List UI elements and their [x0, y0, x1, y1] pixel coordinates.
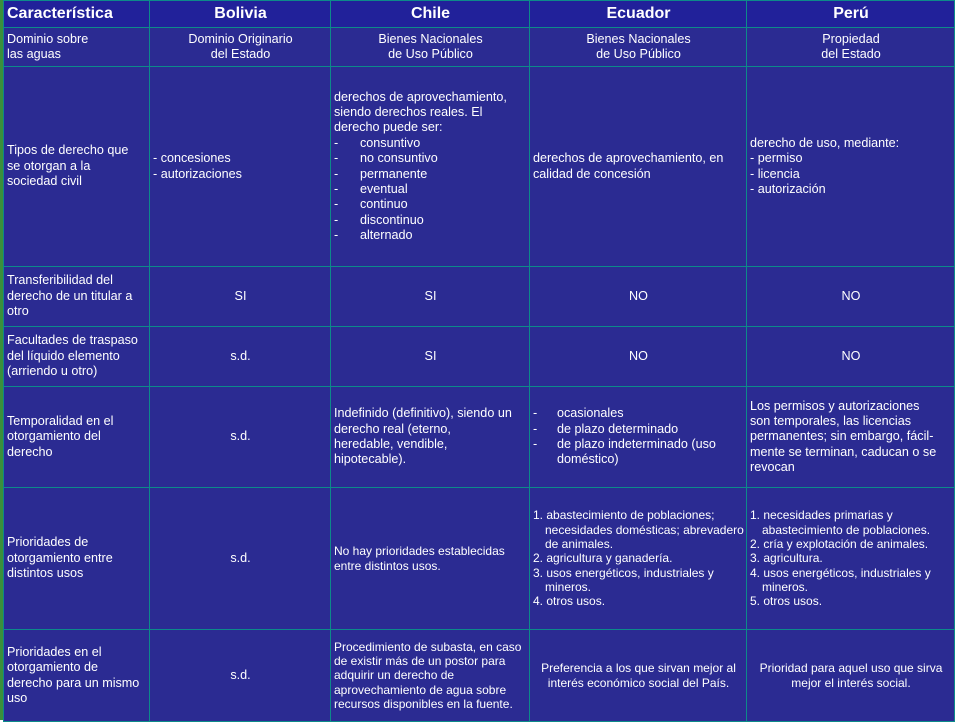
cell-bolivia-tipos: - concesiones - autorizaciones: [150, 67, 331, 267]
cell-ecuador-facultades: NO: [530, 327, 747, 387]
cell-peru-prioridades-mismo: Prioridad para aquel uso que sirva mejor el interés social.: [747, 630, 955, 722]
list-item: - de plazo determinado: [533, 421, 679, 436]
cell-peru-facultades: NO: [747, 327, 955, 387]
list-item: 1. abastecimiento de poblaciones; necesidades domésticas; abrevadero de animales.: [533, 508, 744, 551]
cell-bolivia-temporalidad: s.d.: [150, 387, 331, 488]
cell-bolivia-transferibilidad: SI: [150, 267, 331, 327]
list-item: - de plazo indeterminado (uso doméstico): [533, 437, 716, 467]
cell-label-temporalidad: Temporalidad en el otorgamiento del derecho: [4, 387, 150, 488]
cell-chile-facultades: SI: [331, 327, 530, 387]
cell-peru-temporalidad: Los permisos y autorizaciones son temporales, las licencias permanentes; sin embargo, fácil- mente se terminan, caducan o se revocan: [747, 387, 955, 488]
cell-label-facultades: Facultades de traspaso del líquido elemento (arriendo u otro): [4, 327, 150, 387]
list-item: - continuo: [334, 197, 408, 212]
table-row-transferibilidad: [4, 267, 955, 327]
cell-chile-tipos: derechos de aprovechamiento, siendo derechos reales. El derecho puede ser: - consuntivo - no consuntivo - permanente - eventual - continuo - discontinuo - alternado: [331, 67, 530, 267]
cell-bolivia-prioridades-distintos: s.d.: [150, 488, 331, 630]
cell-label-prioridades-distintos: Prioridades de otorgamiento entre distintos usos: [4, 488, 150, 630]
cell-label-transferibilidad: Transferibilidad del derecho de un titular a otro: [4, 267, 150, 327]
cell-label-dominio: Dominio sobre las aguas: [4, 28, 150, 67]
list-item: - consuntivo: [334, 135, 421, 150]
cell-ecuador-dominio: Bienes Nacionales de Uso Público: [530, 28, 747, 67]
header-peru: Perú: [747, 1, 955, 28]
list-item: - permanente: [334, 166, 428, 181]
cell-ecuador-prioridades-mismo: Preferencia a los que sirvan mejor al interés económico social del País.: [530, 630, 747, 722]
list-item: 2. agricultura y ganadería.: [533, 551, 673, 566]
table-row-prioridades-mismo: [4, 630, 955, 722]
cell-chile-dominio: Bienes Nacionales de Uso Público: [331, 28, 530, 67]
cell-bolivia-dominio: Dominio Originario del Estado: [150, 28, 331, 67]
list-item: - discontinuo: [334, 212, 424, 227]
header-ecuador: Ecuador: [530, 1, 747, 28]
cell-chile-prioridades-distintos: No hay prioridades establecidas entre distintos usos.: [331, 488, 530, 630]
list-item: 2. cría y explotación de animales.: [750, 536, 929, 551]
comparison-table: [3, 0, 955, 722]
cell-peru-dominio: Propiedad del Estado: [747, 28, 955, 67]
cell-bolivia-facultades: s.d.: [150, 327, 331, 387]
list-item: - eventual: [334, 181, 408, 196]
cell-ecuador-temporalidad: [530, 387, 747, 488]
table-row-temporalidad: [4, 387, 955, 488]
cell-label-prioridades-mismo: Prioridades en el otorgamiento de derecho para un mismo uso: [4, 630, 150, 722]
table-row-facultades: [4, 327, 955, 387]
header-bolivia: Bolivia: [150, 1, 331, 28]
list-item: - alternado: [334, 227, 413, 242]
cell-peru-tipos: derecho de uso, mediante: - permiso - licencia - autorización: [747, 67, 955, 267]
list-item: 5. otros usos.: [750, 594, 823, 609]
cell-chile-transferibilidad: SI: [331, 267, 530, 327]
list-item: - no consuntivo: [334, 151, 438, 166]
list-item: 1. necesidades primarias y abastecimiento de poblaciones.: [750, 508, 931, 537]
cell-peru-transferibilidad: NO: [747, 267, 955, 327]
cell-label-tipos: Tipos de derecho que se otorgan a la sociedad civil: [4, 67, 150, 267]
header-row: [4, 1, 955, 28]
cell-bolivia-prioridades-mismo: s.d.: [150, 630, 331, 722]
cell-ecuador-transferibilidad: NO: [530, 267, 747, 327]
header-chile: Chile: [331, 1, 530, 28]
list-item: 4. usos energéticos, industriales y mineros.: [750, 565, 931, 595]
cell-peru-prioridades-distintos: [747, 488, 955, 630]
table-row-dominio: [4, 28, 955, 67]
list-item: - ocasionales: [533, 406, 624, 421]
header-caracteristica: Característica: [4, 1, 150, 28]
list-item: 4. otros usos.: [533, 594, 606, 609]
list-item: 3. agricultura.: [750, 551, 823, 566]
cell-chile-prioridades-mismo: Procedimiento de subasta, en caso de existir más de un postor para adquirir un derecho de aprovechamiento de agua sobre recursos disponibles en la fuente.: [331, 630, 530, 722]
cell-ecuador-prioridades-distintos: [530, 488, 747, 630]
table-row-prioridades-distintos: [4, 488, 955, 630]
cell-chile-temporalidad: Indefinido (definitivo), siendo un derecho real (eterno, heredable, vendible, hipotecable).: [331, 387, 530, 488]
cell-ecuador-tipos: derechos de aprovechamiento, en calidad de concesión: [530, 67, 747, 267]
list-item: 3. usos energéticos, industriales y mineros.: [533, 565, 714, 595]
table-row-tipos: [4, 67, 955, 267]
